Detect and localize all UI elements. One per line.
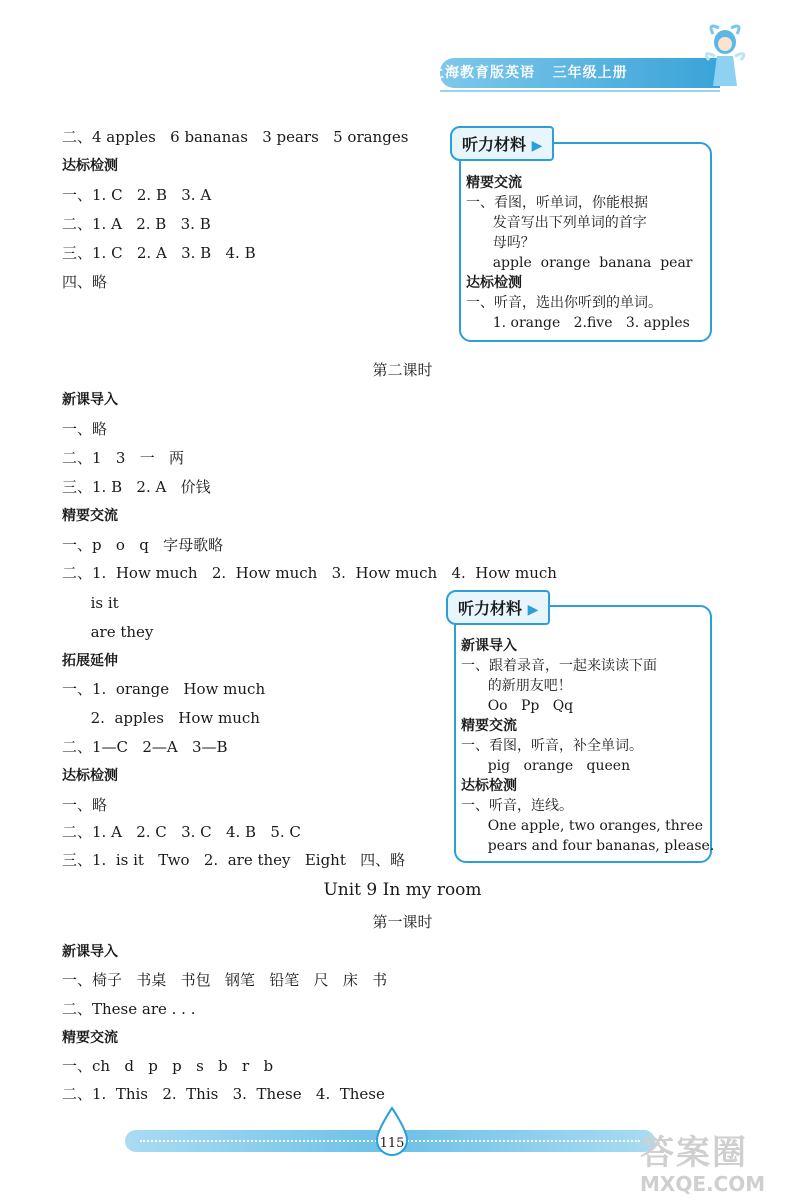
answer-line: 二、1 3 一 两 [62,449,184,467]
page-number: 115 [379,1136,405,1151]
arrow-right-icon: ▶ [527,602,539,618]
box-heading: 精要交流 [461,718,517,734]
arrow-right-icon: ▶ [531,138,543,154]
answer-line: 一、1. C 2. B 3. A [62,186,212,204]
answer-line: 一、1. orange How much [62,680,266,698]
box-heading: 达标检测 [461,778,517,794]
answer-line: 一、椅子 书桌 书包 钢笔 铅笔 尺 床 书 [62,971,388,989]
answer-line: 一、ch d p p s b r b [62,1057,274,1075]
section-heading: 达标检测 [62,768,118,784]
tab-label: 听力材料 [458,599,523,618]
answer-line: is it [62,594,119,612]
box-line: 一、跟着录音，一起来读读下面 [461,658,657,674]
box-heading: 新课导入 [461,638,517,654]
lesson-title: 第二课时 [372,361,433,379]
section-heading: 精要交流 [62,1030,118,1046]
box-line: 发音写出下列单词的首字 [466,215,647,231]
box-line: One apple, two oranges, three [461,818,704,834]
box-heading: 达标检测 [466,275,522,291]
box-line: pig orange queen [461,758,631,774]
section-heading: 精要交流 [62,508,118,524]
answer-line: 二、4 apples 6 bananas 3 pears 5 oranges [62,128,409,146]
answer-line: 二、1. This 2. This 3. These 4. These [62,1085,385,1103]
section-heading: 新课导入 [62,392,118,408]
section-heading: 新课导入 [62,944,118,960]
box-line: 一、听音，选出你听到的单词。 [466,295,662,311]
section-heading: 拓展延伸 [62,653,118,669]
tab-label: 听力材料 [462,135,527,154]
watermark-text-en: MXQE.COM [640,1172,766,1196]
answer-line: 三、1. B 2. A 价钱 [62,478,211,496]
answer-line: 二、1. A 2. B 3. B [62,215,211,233]
listening-material-tab-1 [450,126,554,161]
watermark-text-cn: 答案圈 [640,1133,748,1173]
unit-title: Unit 9 In my room [323,880,482,900]
box-line: 一、看图，听音，补全单词。 [461,738,643,754]
box-line: apple orange banana pear [466,255,693,271]
header-divider [440,90,720,92]
section-heading: 达标检测 [62,158,118,174]
fairy-mascot-icon [705,20,745,100]
box-line: 的新朋友吧！ [461,678,572,694]
box-line: 一、听音，连线。 [461,798,573,814]
watermark-logo [640,1125,800,1195]
box-line: Oo Pp Qq [461,698,574,714]
listening-material-tab-2 [446,590,550,625]
answer-line: 二、1. How much 2. How much 3. How much 4. How much [62,564,557,582]
answer-line: 一、略 [62,796,108,814]
answer-line: 一、略 [62,420,108,438]
lesson-title: 第一课时 [372,913,433,931]
answer-line: are they [62,623,154,641]
header-title: 上海教育版英语 三年级上册 [430,65,628,81]
box-line: pears and four bananas, please. [461,838,715,854]
answer-line: 2. apples How much [62,709,260,727]
answer-line: 二、These are . . . [62,1000,196,1018]
answer-line: 二、1—C 2—A 3—B [62,738,228,756]
box-line: 母吗？ [466,235,535,251]
box-line: 一、看图，听单词，你能根据 [466,195,648,211]
box-heading: 精要交流 [466,175,522,191]
answer-line: 三、1. is it Two 2. are they Eight 四、略 [62,851,406,869]
answer-line: 三、1. C 2. A 3. B 4. B [62,244,256,262]
answer-line: 二、1. A 2. C 3. C 4. B 5. C [62,823,301,841]
box-line: 1. orange 2.five 3. apples [466,315,690,331]
answer-line: 四、略 [62,273,108,291]
answer-line: 一、p o q 字母歌略 [62,536,224,554]
